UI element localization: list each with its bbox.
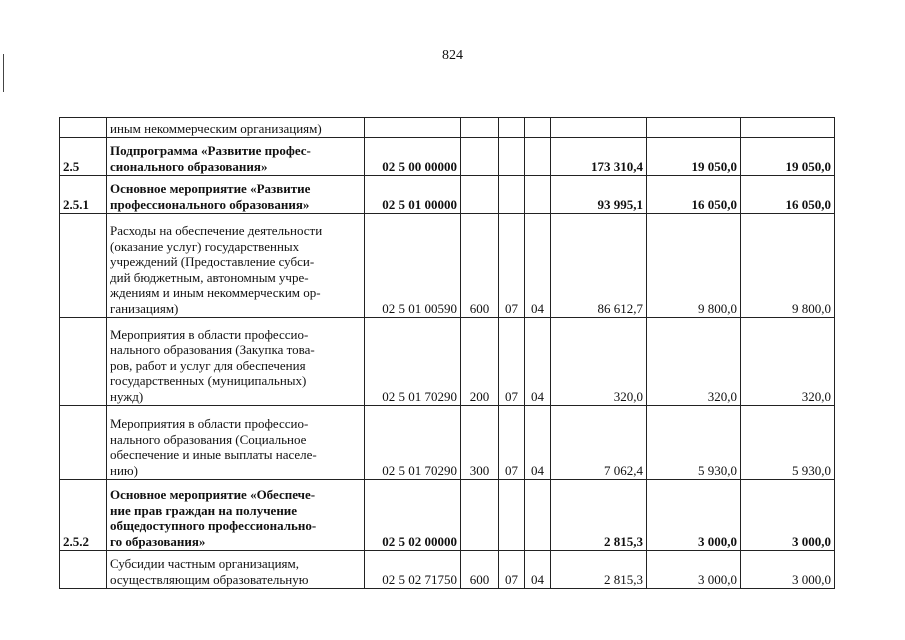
table-row — [60, 551, 835, 589]
table-row — [60, 118, 835, 138]
expense-type-cell: 300 — [461, 406, 499, 480]
description-line: Подпрограмма «Развитие профес- — [110, 143, 311, 158]
target-article-code-cell: 02 5 00 00000 — [365, 138, 461, 176]
description-line: (оказание услуг) государственных — [110, 238, 300, 254]
table-row — [60, 214, 835, 318]
description-line: го образования» — [110, 533, 206, 549]
section-cell: 07 — [499, 551, 525, 589]
amount-year2-cell: 320,0 — [647, 318, 741, 406]
amount-year2-cell: 5 930,0 — [647, 406, 741, 480]
table-row — [60, 176, 835, 214]
description-line: нального образования (Закупка това- — [110, 342, 315, 357]
amount-year3-cell: 3 000,0 — [741, 551, 835, 589]
description-line: Мероприятия в области профессио- — [110, 326, 309, 342]
amount-year3-cell: 3 000,0 — [741, 480, 835, 551]
description-line: учреждений (Предоставление субси- — [110, 254, 315, 269]
page-number: 824 — [442, 48, 463, 63]
amount-year3-cell: 320,0 — [741, 318, 835, 406]
amount-year1-cell: 7 062,4 — [551, 406, 647, 480]
row-number-cell — [60, 318, 107, 406]
row-number-cell: 2.5 — [60, 138, 107, 176]
description-line: нального образования (Социальное — [110, 431, 307, 447]
description-cell — [107, 118, 365, 138]
table-row — [60, 406, 835, 480]
table-row — [60, 318, 835, 406]
expense-type-cell — [461, 118, 499, 138]
row-number-cell — [60, 406, 107, 480]
description-line: Субсидии частным организациям, — [110, 556, 300, 571]
expense-type-cell — [461, 138, 499, 176]
expense-type-cell — [461, 176, 499, 214]
description-cell — [107, 551, 365, 589]
description-line: Мероприятия в области профессио- — [110, 416, 309, 431]
description-line: ганизациям) — [110, 300, 179, 316]
amount-year2-cell: 3 000,0 — [647, 551, 741, 589]
table-body — [60, 118, 835, 589]
amount-year2-cell: 9 800,0 — [647, 214, 741, 318]
table-row — [60, 138, 835, 176]
amount-year3-cell — [741, 118, 835, 138]
description-line: дий бюджетным, автономным учре- — [110, 269, 309, 285]
description-line: ров, работ и услуг для обеспечения — [110, 357, 306, 373]
subsection-cell — [525, 138, 551, 176]
subsection-cell: 04 — [525, 318, 551, 406]
description-line: профессионального образования» — [110, 196, 310, 212]
subsection-cell: 04 — [525, 214, 551, 318]
row-number-cell: 2.5.2 — [60, 480, 107, 551]
section-cell — [499, 480, 525, 551]
amount-year2-cell: 3 000,0 — [647, 480, 741, 551]
description-line: Основное мероприятие «Развитие — [110, 181, 311, 196]
description-cell — [107, 480, 365, 551]
subsection-cell: 04 — [525, 551, 551, 589]
description-line: Расходы на обеспечение деятельности — [110, 223, 323, 238]
description-line: иным некоммерческим организациям) — [110, 120, 322, 136]
description-line: нужд) — [110, 388, 144, 404]
description-cell — [107, 406, 365, 480]
amount-year1-cell: 93 995,1 — [551, 176, 647, 214]
description-line: общедоступного профессионально- — [110, 518, 317, 533]
row-number-cell: 2.5.1 — [60, 176, 107, 214]
description-line: ние прав граждан на получение — [110, 502, 298, 518]
description-line: осуществляющим образовательную — [110, 571, 309, 587]
amount-year1-cell: 320,0 — [551, 318, 647, 406]
target-article-code-cell: 02 5 02 00000 — [365, 480, 461, 551]
amount-year1-cell — [551, 118, 647, 138]
amount-year1-cell: 2 815,3 — [551, 551, 647, 589]
amount-year3-cell: 16 050,0 — [741, 176, 835, 214]
section-cell: 07 — [499, 318, 525, 406]
row-number-cell — [60, 118, 107, 138]
target-article-code-cell: 02 5 01 00000 — [365, 176, 461, 214]
description-cell — [107, 176, 365, 214]
section-cell — [499, 118, 525, 138]
expense-type-cell: 200 — [461, 318, 499, 406]
subsection-cell — [525, 480, 551, 551]
target-article-code-cell: 02 5 01 70290 — [365, 318, 461, 406]
amount-year2-cell: 16 050,0 — [647, 176, 741, 214]
description-line: ждениям и иным некоммерческим ор- — [110, 285, 321, 300]
expense-type-cell — [461, 480, 499, 551]
expense-type-cell: 600 — [461, 551, 499, 589]
amount-year1-cell: 86 612,7 — [551, 214, 647, 318]
table-row — [60, 480, 835, 551]
amount-year1-cell: 2 815,3 — [551, 480, 647, 551]
description-line: государственных (муниципальных) — [110, 373, 307, 388]
row-number-cell — [60, 214, 107, 318]
target-article-code-cell: 02 5 01 70290 — [365, 406, 461, 480]
target-article-code-cell — [365, 118, 461, 138]
expense-type-cell: 600 — [461, 214, 499, 318]
row-number-cell — [60, 551, 107, 589]
subsection-cell: 04 — [525, 406, 551, 480]
description-line: Основное мероприятие «Обеспече- — [110, 487, 316, 502]
section-cell — [499, 176, 525, 214]
amount-year3-cell: 19 050,0 — [741, 138, 835, 176]
description-cell — [107, 138, 365, 176]
section-cell — [499, 138, 525, 176]
amount-year1-cell: 173 310,4 — [551, 138, 647, 176]
amount-year3-cell: 9 800,0 — [741, 214, 835, 318]
description-cell — [107, 318, 365, 406]
section-cell: 07 — [499, 214, 525, 318]
amount-year2-cell: 19 050,0 — [647, 138, 741, 176]
description-line: обеспечение и иные выплаты населе- — [110, 447, 317, 462]
budget-table — [59, 117, 835, 589]
target-article-code-cell: 02 5 01 00590 — [365, 214, 461, 318]
subsection-cell — [525, 118, 551, 138]
section-cell: 07 — [499, 406, 525, 480]
target-article-code-cell: 02 5 02 71750 — [365, 551, 461, 589]
description-line: сионального образования» — [110, 158, 268, 174]
description-cell — [107, 214, 365, 318]
amount-year2-cell — [647, 118, 741, 138]
description-line: нию) — [110, 462, 138, 478]
margin-line — [3, 54, 4, 92]
amount-year3-cell: 5 930,0 — [741, 406, 835, 480]
subsection-cell — [525, 176, 551, 214]
